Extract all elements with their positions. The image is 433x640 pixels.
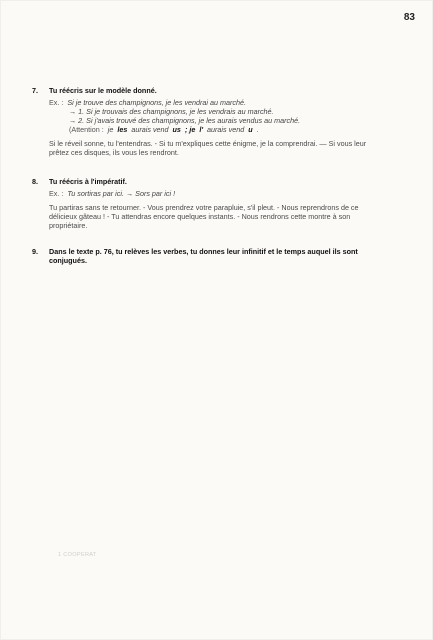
exercise-7-text: Si le réveil sonne, tu l'entendras. - Si tu m'expliques cette énigme, je la comprendrai. — Si vous leur prêtez ces disques, ils vous les rendront. bbox=[49, 139, 367, 157]
exercise-8-body bbox=[49, 189, 380, 230]
exercise-7-answer-line-2: → 2. Si j'avais trouvé des champignons, je les aurais vendus au marché. bbox=[69, 116, 301, 125]
exercise-8 bbox=[32, 177, 380, 230]
exercise-8-text: Tu partiras sans te retourner. - Vous prendrez votre parapluie, s'il pleut. - Nous reprendrons de ce délicieux gâteau ! - Tu attendras encore quelques instants. - Nous rendrons cette montre à son propriétaire. bbox=[49, 203, 359, 230]
exercise-8-title: Tu réécris à l'impératif. bbox=[49, 177, 127, 186]
exercise-7-answer-line-1: → 1. Si je trouvais des champignons, je les vendrais au marché. bbox=[69, 107, 274, 116]
attention-bold-3: l' bbox=[199, 125, 204, 134]
exercise-9-number: 9. bbox=[32, 247, 38, 256]
exercise-7-example-prefix: Ex. : bbox=[49, 98, 64, 107]
attention-close: . bbox=[256, 125, 259, 134]
exercise-8-heading bbox=[32, 177, 380, 186]
attention-part-3: aurais vend bbox=[207, 125, 245, 134]
attention-part-1: je bbox=[107, 125, 114, 134]
attention-bold-2: us bbox=[172, 125, 181, 134]
exercise-7-number: 7. bbox=[32, 86, 38, 95]
exercise-7-heading bbox=[32, 86, 380, 95]
page-number: 83 bbox=[403, 12, 415, 23]
attention-open: (Attention : bbox=[69, 125, 104, 134]
attention-part-2: aurais vend bbox=[131, 125, 169, 134]
exercise-7-title: Tu réécris sur le modèle donné. bbox=[49, 86, 157, 95]
exercise-7 bbox=[32, 86, 380, 157]
exercise-9-title: Dans le texte p. 76, tu relèves les verbes, tu donnes leur infinitif et le temps auquel ils sont conjugués. bbox=[49, 247, 358, 265]
exercise-8-example-prefix: Ex. : bbox=[49, 189, 64, 198]
exercise-7-body bbox=[49, 98, 380, 157]
exercise-8-number: 8. bbox=[32, 177, 38, 186]
exercise-8-example-text: Tu sortiras par ici. → Sors par ici ! bbox=[67, 189, 176, 198]
faint-footer-text: 1 COOPERAT bbox=[58, 552, 97, 558]
exercise-7-example-text: Si je trouve des champignons, je les vendrai au marché. bbox=[67, 98, 246, 107]
attention-bold-1: les bbox=[117, 125, 128, 134]
exercise-8-example-line bbox=[49, 189, 380, 198]
exercise-9 bbox=[32, 247, 380, 268]
exercise-7-example-line bbox=[49, 98, 380, 107]
exercise-7-attention-line bbox=[49, 125, 380, 134]
attention-bold-4: u bbox=[248, 125, 253, 134]
exercise-9-heading bbox=[32, 247, 380, 265]
attention-separator: ; je bbox=[184, 125, 196, 134]
